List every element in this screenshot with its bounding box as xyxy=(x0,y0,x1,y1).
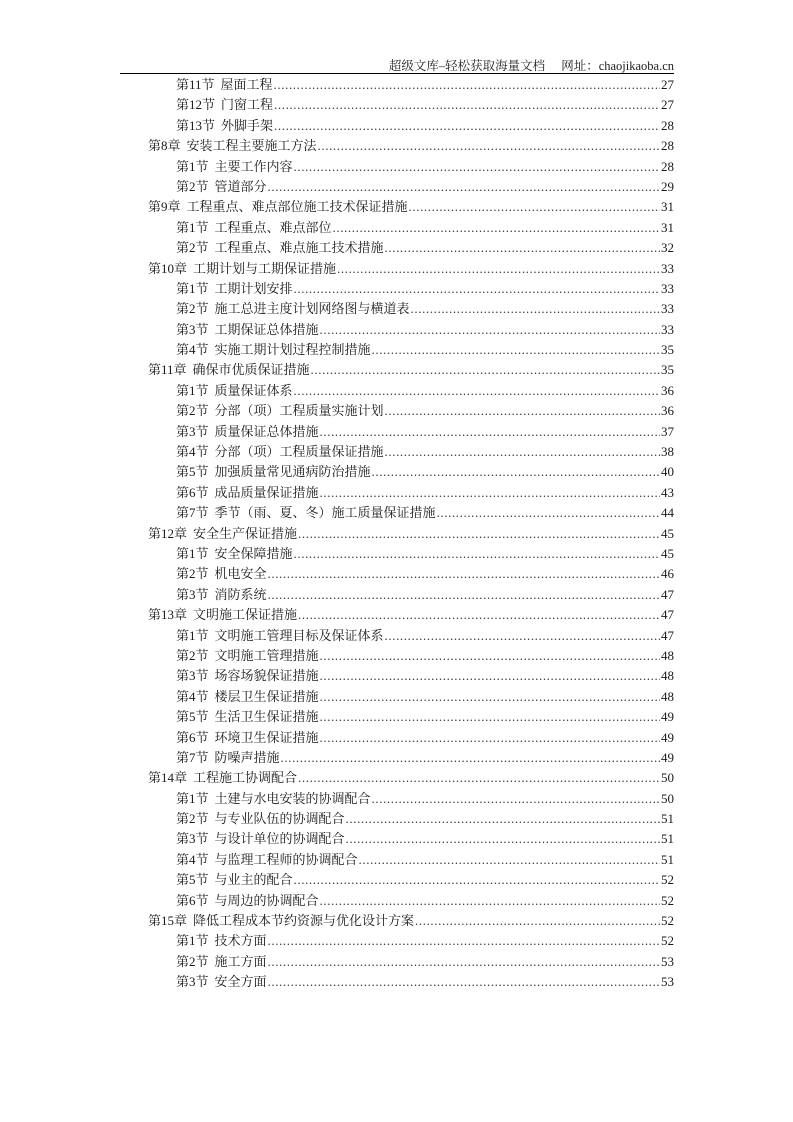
toc-entry-page: 51 xyxy=(661,831,674,847)
toc-dot-leader xyxy=(385,626,660,646)
toc-entry-title: 与周边的协调配合 xyxy=(214,892,319,908)
toc-entry-number: 第4节 xyxy=(176,851,209,867)
toc-dot-leader xyxy=(385,401,660,421)
toc-entry-title: 机电安全 xyxy=(214,566,267,582)
toc-entry-page: 33 xyxy=(661,280,674,296)
toc-dot-leader xyxy=(320,646,660,666)
toc-entry-number: 第5节 xyxy=(176,872,209,888)
toc-section-entry[interactable] xyxy=(148,728,674,748)
toc-section-entry[interactable] xyxy=(148,585,674,605)
toc-entry-page: 31 xyxy=(661,219,674,235)
toc-chapter-entry[interactable] xyxy=(148,911,674,931)
toc-entry-page: 50 xyxy=(661,790,674,806)
toc-entry-number: 第3节 xyxy=(176,321,209,337)
toc-entry-number: 第6节 xyxy=(176,892,209,908)
toc-entry-number: 第2节 xyxy=(176,953,209,969)
toc-entry-title: 与设计单位的协调配合 xyxy=(214,831,345,847)
toc-entry-title: 消防系统 xyxy=(214,586,267,602)
toc-entry-number: 第15章 xyxy=(148,913,188,929)
toc-dot-leader xyxy=(437,503,660,523)
header-url: 网址：chaojikaoba.cn xyxy=(561,59,674,73)
toc-entry-title: 加强质量常见通病防治措施 xyxy=(214,464,371,480)
toc-dot-leader xyxy=(346,809,660,829)
toc-entry-number: 第1节 xyxy=(176,158,209,174)
toc-dot-leader xyxy=(320,728,660,748)
toc-entry-page: 36 xyxy=(661,382,674,398)
toc-entry-page: 47 xyxy=(661,607,674,623)
toc-section-entry[interactable] xyxy=(148,340,674,360)
toc-section-entry[interactable] xyxy=(148,891,674,911)
toc-entry-page: 52 xyxy=(661,913,674,929)
toc-section-entry[interactable] xyxy=(148,238,674,258)
toc-section-entry[interactable] xyxy=(148,952,674,972)
toc-entry-page: 53 xyxy=(661,974,674,990)
toc-entry-page: 28 xyxy=(661,158,674,174)
toc-entry-title: 环境卫生保证措施 xyxy=(214,729,319,745)
toc-entry-number: 第1节 xyxy=(176,790,209,806)
toc-dot-leader xyxy=(268,952,660,972)
toc-dot-leader xyxy=(268,564,660,584)
toc-entry-page: 27 xyxy=(661,77,674,92)
toc-entry-page: 44 xyxy=(661,505,674,521)
toc-entry-title: 确保市优质保证措施 xyxy=(192,362,310,378)
toc-entry-title: 主要工作内容 xyxy=(214,158,293,174)
toc-dot-leader xyxy=(320,707,660,727)
toc-entry-number: 第1节 xyxy=(176,545,209,561)
toc-dot-leader xyxy=(268,177,660,197)
toc-section-entry[interactable] xyxy=(148,483,674,503)
toc-section-entry[interactable] xyxy=(148,687,674,707)
toc-dot-leader xyxy=(274,116,660,136)
toc-entry-page: 37 xyxy=(661,423,674,439)
toc-section-entry[interactable] xyxy=(148,972,674,992)
toc-entry-number: 第1节 xyxy=(176,382,209,398)
toc-entry-page: 28 xyxy=(661,138,674,154)
toc-chapter-entry[interactable] xyxy=(148,136,674,156)
toc-entry-page: 48 xyxy=(661,668,674,684)
toc-entry-title: 安全保障措施 xyxy=(214,545,293,561)
toc-dot-leader xyxy=(337,259,660,279)
toc-section-entry[interactable] xyxy=(148,279,674,299)
toc-entry-page: 43 xyxy=(661,484,674,500)
toc-entry-title: 文明施工管理目标及保证体系 xyxy=(214,627,384,643)
toc-entry-title: 生活卫生保证措施 xyxy=(214,709,319,725)
toc-dot-leader xyxy=(318,136,660,156)
toc-dot-leader xyxy=(298,768,660,788)
toc-entry-page: 33 xyxy=(661,321,674,337)
toc-entry-page: 51 xyxy=(661,851,674,867)
toc-entry-page: 52 xyxy=(661,872,674,888)
toc-entry-page: 50 xyxy=(661,770,674,786)
toc-entry-title: 施工方面 xyxy=(214,953,267,969)
toc-section-entry[interactable] xyxy=(148,829,674,849)
toc-section-entry[interactable] xyxy=(148,646,674,666)
toc-section-entry[interactable] xyxy=(148,422,674,442)
toc-entry-title: 与专业队伍的协调配合 xyxy=(214,811,345,827)
toc-entry-page: 27 xyxy=(661,97,674,113)
toc-dot-leader xyxy=(294,870,660,890)
toc-entry-page: 35 xyxy=(661,342,674,358)
toc-entry-title: 工程重点、难点施工技术措施 xyxy=(214,240,384,256)
toc-entry-title: 工程重点、难点部位 xyxy=(214,219,332,235)
toc-section-entry[interactable] xyxy=(148,218,674,238)
toc-section-entry[interactable] xyxy=(148,931,674,951)
toc-section-entry[interactable] xyxy=(148,748,674,768)
toc-entry-number: 第1节 xyxy=(176,933,209,949)
toc-entry-number: 第11章 xyxy=(148,362,187,378)
toc-entry-title: 与业主的配合 xyxy=(214,872,293,888)
toc-dot-leader xyxy=(298,524,660,544)
page-header xyxy=(120,54,674,74)
toc-section-entry[interactable] xyxy=(148,177,674,197)
toc-entry-page: 47 xyxy=(661,627,674,643)
toc-section-entry[interactable] xyxy=(148,850,674,870)
toc-entry-page: 35 xyxy=(661,362,674,378)
toc-dot-leader xyxy=(298,605,660,625)
toc-entry-number: 第7节 xyxy=(176,505,209,521)
toc-entry-number: 第3节 xyxy=(176,668,209,684)
toc-dot-leader xyxy=(415,911,660,931)
toc-entry-page: 38 xyxy=(661,444,674,460)
toc-entry-title: 安全生产保证措施 xyxy=(193,525,298,541)
toc-entry-number: 第11节 xyxy=(176,77,215,92)
toc-entry-number: 第4节 xyxy=(176,688,209,704)
toc-section-entry[interactable] xyxy=(148,503,674,523)
toc-entry-title: 工程施工协调配合 xyxy=(193,770,298,786)
header-site-name: 超级文库–轻松获取海量文档 xyxy=(388,59,546,73)
toc-entry-title: 门窗工程 xyxy=(221,97,274,113)
toc-section-entry[interactable] xyxy=(148,401,674,421)
toc-entry-number: 第5节 xyxy=(176,464,209,480)
toc-entry-title: 实施工期计划过程控制措施 xyxy=(214,342,371,358)
toc-entry-number: 第2节 xyxy=(176,403,209,419)
toc-dot-leader xyxy=(274,75,660,95)
toc-dot-leader xyxy=(320,483,660,503)
toc-entry-title: 质量保证体系 xyxy=(214,382,293,398)
toc-entry-number: 第3节 xyxy=(176,974,209,990)
toc-dot-leader xyxy=(372,789,660,809)
toc-entry-number: 第13章 xyxy=(148,607,188,623)
toc-dot-leader xyxy=(333,218,660,238)
toc-section-entry[interactable] xyxy=(148,157,674,177)
table-of-contents xyxy=(148,75,674,993)
toc-entry-number: 第6节 xyxy=(176,484,209,500)
toc-section-entry[interactable] xyxy=(148,544,674,564)
toc-entry-title: 工期保证总体措施 xyxy=(214,321,319,337)
toc-entry-title: 外脚手架 xyxy=(221,117,274,133)
toc-entry-page: 48 xyxy=(661,647,674,663)
toc-chapter-entry[interactable] xyxy=(148,197,674,217)
toc-entry-title: 文明施工保证措施 xyxy=(193,607,298,623)
toc-entry-title: 屋面工程 xyxy=(220,77,273,92)
toc-entry-number: 第3节 xyxy=(176,831,209,847)
toc-dot-leader xyxy=(268,585,660,605)
toc-section-entry[interactable] xyxy=(148,442,674,462)
toc-entry-title: 楼层卫生保证措施 xyxy=(214,688,319,704)
toc-entry-title: 质量保证总体措施 xyxy=(214,423,319,439)
toc-section-entry[interactable] xyxy=(148,75,674,95)
toc-section-entry[interactable] xyxy=(148,462,674,482)
toc-chapter-entry[interactable] xyxy=(148,605,674,625)
toc-entry-number: 第3节 xyxy=(176,586,209,602)
toc-entry-page: 52 xyxy=(661,892,674,908)
toc-entry-page: 40 xyxy=(661,464,674,480)
toc-entry-number: 第13节 xyxy=(176,117,216,133)
toc-entry-title: 与监理工程师的协调配合 xyxy=(214,851,358,867)
toc-entry-title: 分部（项）工程质量保证措施 xyxy=(214,444,384,460)
toc-entry-number: 第2节 xyxy=(176,647,209,663)
toc-entry-title: 土建与水电安装的协调配合 xyxy=(214,790,371,806)
toc-entry-number: 第7节 xyxy=(176,749,209,765)
toc-dot-leader xyxy=(372,340,660,360)
toc-entry-number: 第4节 xyxy=(176,342,209,358)
toc-entry-page: 45 xyxy=(661,545,674,561)
toc-entry-title: 场容场貌保证措施 xyxy=(214,668,319,684)
toc-section-entry[interactable] xyxy=(148,809,674,829)
toc-entry-title: 施工总进主度计划网络图与横道表 xyxy=(214,301,410,317)
toc-dot-leader xyxy=(409,197,660,217)
toc-entry-number: 第8章 xyxy=(148,138,181,154)
toc-entry-number: 第14章 xyxy=(148,770,188,786)
toc-entry-title: 工程重点、难点部位施工技术保证措施 xyxy=(186,199,408,215)
toc-entry-page: 29 xyxy=(661,178,674,194)
toc-entry-title: 季节（雨、夏、冬）施工质量保证措施 xyxy=(214,505,436,521)
toc-section-entry[interactable] xyxy=(148,320,674,340)
toc-entry-number: 第5节 xyxy=(176,709,209,725)
toc-entry-number: 第12章 xyxy=(148,525,188,541)
toc-dot-leader xyxy=(346,829,660,849)
toc-section-entry[interactable] xyxy=(148,299,674,319)
toc-dot-leader xyxy=(281,748,660,768)
toc-entry-title: 技术方面 xyxy=(214,933,267,949)
toc-dot-leader xyxy=(385,238,660,258)
toc-section-entry[interactable] xyxy=(148,870,674,890)
toc-entry-page: 32 xyxy=(661,240,674,256)
toc-entry-page: 51 xyxy=(661,811,674,827)
toc-dot-leader xyxy=(274,95,660,115)
toc-entry-page: 47 xyxy=(661,586,674,602)
toc-entry-number: 第1节 xyxy=(176,219,209,235)
toc-entry-number: 第12节 xyxy=(176,97,216,113)
toc-section-entry[interactable] xyxy=(148,707,674,727)
toc-dot-leader xyxy=(294,157,660,177)
toc-entry-number: 第4节 xyxy=(176,444,209,460)
toc-dot-leader xyxy=(372,462,660,482)
toc-entry-page: 45 xyxy=(661,525,674,541)
toc-dot-leader xyxy=(320,320,660,340)
toc-section-entry[interactable] xyxy=(148,626,674,646)
toc-section-entry[interactable] xyxy=(148,381,674,401)
toc-entry-title: 文明施工管理措施 xyxy=(214,647,319,663)
toc-chapter-entry[interactable] xyxy=(148,259,674,279)
toc-dot-leader xyxy=(320,687,660,707)
toc-entry-page: 49 xyxy=(661,749,674,765)
toc-entry-title: 安装工程主要施工方法 xyxy=(186,138,317,154)
toc-section-entry[interactable] xyxy=(148,95,674,115)
toc-dot-leader xyxy=(294,279,660,299)
toc-entry-page: 52 xyxy=(661,933,674,949)
header-text xyxy=(389,56,674,74)
toc-entry-number: 第2节 xyxy=(176,240,209,256)
toc-entry-number: 第1节 xyxy=(176,280,209,296)
toc-entry-number: 第10章 xyxy=(148,260,188,276)
toc-entry-title: 工期计划安排 xyxy=(214,280,293,296)
toc-entry-number: 第1节 xyxy=(176,627,209,643)
toc-section-entry[interactable] xyxy=(148,564,674,584)
toc-entry-title: 防噪声措施 xyxy=(214,749,280,765)
toc-dot-leader xyxy=(320,666,660,686)
toc-chapter-entry[interactable] xyxy=(148,524,674,544)
toc-section-entry[interactable] xyxy=(148,789,674,809)
toc-section-entry[interactable] xyxy=(148,666,674,686)
toc-entry-title: 分部（项）工程质量实施计划 xyxy=(214,403,384,419)
toc-entry-title: 降低工程成本节约资源与优化设计方案 xyxy=(193,913,415,929)
toc-entry-number: 第2节 xyxy=(176,811,209,827)
toc-entry-page: 46 xyxy=(661,566,674,582)
toc-entry-title: 安全方面 xyxy=(214,974,267,990)
toc-entry-page: 33 xyxy=(661,301,674,317)
toc-entry-number: 第2节 xyxy=(176,178,209,194)
toc-dot-leader xyxy=(268,931,660,951)
toc-entry-number: 第3节 xyxy=(176,423,209,439)
toc-entry-page: 36 xyxy=(661,403,674,419)
toc-entry-page: 49 xyxy=(661,709,674,725)
toc-chapter-entry[interactable] xyxy=(148,768,674,788)
toc-entry-page: 28 xyxy=(661,117,674,133)
toc-entry-number: 第2节 xyxy=(176,301,209,317)
toc-dot-leader xyxy=(294,381,660,401)
toc-dot-leader xyxy=(320,422,660,442)
toc-dot-leader xyxy=(268,972,660,992)
toc-dot-leader xyxy=(359,850,660,870)
toc-dot-leader xyxy=(294,544,660,564)
toc-entry-title: 成品质量保证措施 xyxy=(214,484,319,500)
toc-chapter-entry[interactable] xyxy=(148,360,674,380)
toc-entry-title: 工期计划与工期保证措施 xyxy=(193,260,337,276)
toc-entry-number: 第9章 xyxy=(148,199,181,215)
toc-entry-title: 管道部分 xyxy=(214,178,267,194)
toc-entry-page: 53 xyxy=(661,953,674,969)
toc-section-entry[interactable] xyxy=(148,116,674,136)
toc-entry-page: 48 xyxy=(661,688,674,704)
toc-entry-number: 第6节 xyxy=(176,729,209,745)
toc-dot-leader xyxy=(320,891,660,911)
toc-entry-page: 31 xyxy=(661,199,674,215)
toc-entry-page: 33 xyxy=(661,260,674,276)
toc-dot-leader xyxy=(311,360,660,380)
toc-dot-leader xyxy=(385,442,660,462)
toc-entry-number: 第2节 xyxy=(176,566,209,582)
toc-entry-page: 49 xyxy=(661,729,674,745)
toc-dot-leader xyxy=(411,299,660,319)
